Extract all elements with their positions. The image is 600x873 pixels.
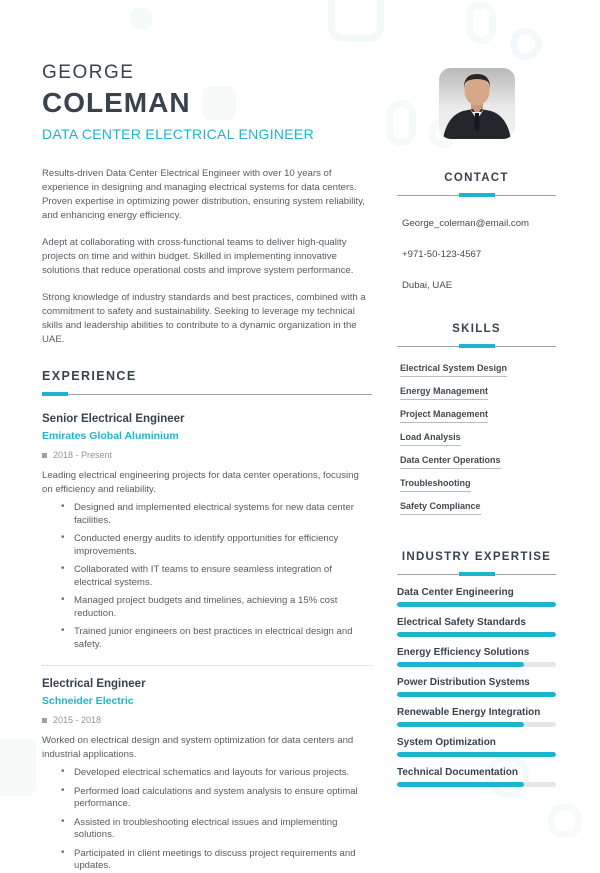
job-bullet: • Designed and implemented electrical systems for new data center facilities.	[61, 502, 372, 527]
skill-item: Safety Compliance	[400, 501, 481, 515]
job-bullet: • Participated in client meetings to discuss project requirements and updates.	[61, 848, 372, 873]
first-name: GEORGE	[42, 62, 135, 83]
job-bullet-list	[42, 767, 372, 873]
expertise-bar-track	[397, 782, 556, 787]
job-title: Electrical Engineer	[42, 678, 146, 690]
background-shape	[0, 738, 36, 796]
expertise-label: Data Center Engineering	[397, 587, 514, 598]
background-shape	[328, 0, 384, 42]
summary-section	[42, 167, 372, 347]
expertise-bar-track	[397, 692, 556, 697]
experience-entry	[42, 413, 372, 651]
expertise-list	[397, 587, 556, 787]
section-divider	[42, 392, 372, 397]
contact-item: +971-50-123-4567	[402, 249, 482, 260]
expertise-bar-fill	[397, 602, 556, 607]
job-divider	[42, 665, 372, 666]
role-title: DATA CENTER ELECTRICAL ENGINEER	[42, 126, 314, 142]
job-dates: 2018 - Present	[53, 450, 113, 460]
expertise-row	[397, 617, 556, 637]
experience-heading: EXPERIENCE	[42, 369, 137, 383]
expertise-bar-fill	[397, 692, 556, 697]
skill-item: Data Center Operations	[400, 455, 501, 469]
section-divider	[397, 344, 556, 349]
date-marker-icon	[42, 718, 47, 723]
sidebar-column	[397, 0, 556, 787]
job-company: Emirates Global Aluminium	[42, 430, 179, 442]
divider-track	[42, 394, 372, 395]
contact-list	[397, 218, 556, 291]
expertise-label: Renewable Energy Integration	[397, 707, 541, 718]
job-date-row	[42, 715, 372, 725]
expertise-row	[397, 677, 556, 697]
expertise-bar-track	[397, 752, 556, 757]
contact-item: George_coleman@email.com	[402, 218, 530, 229]
skill-item: Project Management	[400, 409, 488, 423]
expertise-row	[397, 647, 556, 667]
skill-item: Electrical System Design	[400, 363, 507, 377]
background-shape	[130, 8, 152, 30]
profile-photo	[439, 68, 515, 139]
expertise-bar-fill	[397, 662, 524, 667]
expertise-row	[397, 767, 556, 787]
job-title: Senior Electrical Engineer	[42, 413, 185, 425]
divider-accent	[459, 572, 495, 576]
job-date-row	[42, 450, 372, 460]
expertise-row	[397, 737, 556, 757]
divider-accent	[459, 344, 495, 348]
expertise-heading: INDUSTRY EXPERTISE	[401, 551, 552, 563]
summary-paragraph: Adept at collaborating with cross-functional teams to deliver high-quality projects on time and within budget. Skilled in implementing innovative solutions that reduce operational costs and improve system performance.	[42, 237, 354, 276]
expertise-bar-track	[397, 662, 556, 667]
skills-list	[397, 363, 556, 515]
expertise-bar-fill	[397, 722, 524, 727]
jobs-container	[42, 413, 372, 873]
expertise-bar-track	[397, 602, 556, 607]
skills-heading: SKILLS	[452, 323, 501, 335]
section-divider	[397, 193, 556, 198]
experience-entry	[42, 678, 372, 873]
job-description: Leading electrical engineering projects for data center operations, focusing on efficiency and reliability.	[42, 470, 359, 495]
job-bullet: • Developed electrical schematics and layouts for various projects.	[61, 767, 372, 780]
expertise-row	[397, 587, 556, 607]
summary-paragraph: Strong knowledge of industry standards and best practices, combined with a commitment to safety and sustainability. Seeking to leverage my technical skills and leadership abilities to contribute to a dynamic organization in the UAE.	[42, 292, 366, 345]
background-shape	[548, 804, 582, 838]
expertise-bar-track	[397, 722, 556, 727]
job-bullet: • Conducted energy audits to identify opportunities for efficiency improvements.	[61, 533, 372, 558]
skill-item: Load Analysis	[400, 432, 461, 446]
expertise-label: Technical Documentation	[397, 767, 518, 778]
contact-heading: CONTACT	[444, 172, 509, 184]
job-description: Worked on electrical design and system optimization for data centers and industrial applications.	[42, 735, 354, 760]
date-marker-icon	[42, 453, 47, 458]
expertise-label: Power Distribution Systems	[397, 677, 530, 688]
job-bullet: • Collaborated with IT teams to ensure seamless integration of electrical systems.	[61, 564, 372, 589]
summary-paragraph: Results-driven Data Center Electrical Engineer with over 10 years of experience in designing and managing electrical systems for data centers. Proven expertise in optimizing power distribution, ensuring system reliability, and enhancing energy efficiency.	[42, 168, 365, 221]
last-name: COLEMAN	[42, 87, 191, 118]
expertise-label: System Optimization	[397, 737, 496, 748]
job-bullet-list	[42, 502, 372, 651]
main-column	[42, 62, 372, 873]
contact-item: Dubai, UAE	[402, 280, 453, 291]
divider-accent	[459, 193, 495, 197]
skill-item: Energy Management	[400, 386, 488, 400]
divider-accent	[42, 392, 68, 396]
job-company: Schneider Electric	[42, 695, 134, 707]
section-divider	[397, 572, 556, 577]
job-bullet: • Managed project budgets and timelines, achieving a 15% cost reduction.	[61, 595, 372, 620]
expertise-label: Electrical Safety Standards	[397, 617, 526, 628]
job-dates: 2015 - 2018	[53, 715, 102, 725]
job-bullet: • Trained junior engineers on best practices in electrical design and safety.	[61, 626, 372, 651]
expertise-bar-fill	[397, 782, 524, 787]
skill-item: Troubleshooting	[400, 478, 471, 492]
expertise-bar-track	[397, 632, 556, 637]
expertise-label: Energy Efficiency Solutions	[397, 647, 530, 658]
job-bullet: • Assisted in troubleshooting electrical issues and implementing solutions.	[61, 817, 372, 842]
expertise-bar-fill	[397, 632, 556, 637]
expertise-row	[397, 707, 556, 727]
expertise-bar-fill	[397, 752, 556, 757]
job-bullet: • Performed load calculations and system analysis to ensure optimal performance.	[61, 786, 372, 811]
